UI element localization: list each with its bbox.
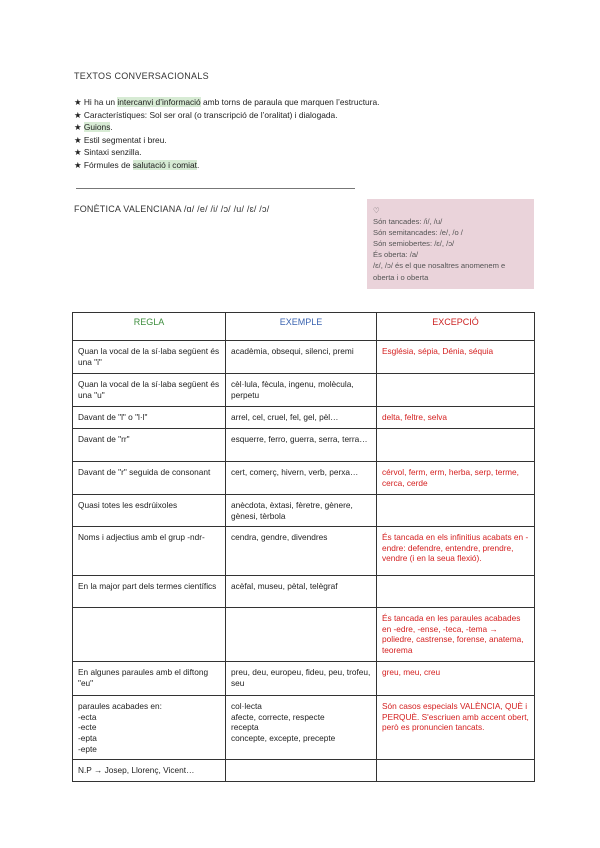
table-row — [73, 608, 535, 662]
rules-table — [72, 312, 535, 782]
bullet-item: ★ Guions. — [74, 122, 113, 133]
cell-excepcio — [377, 429, 535, 462]
table-row — [73, 527, 535, 576]
divider — [76, 188, 355, 189]
table-row — [73, 341, 535, 374]
cell-regla: Davant de "l" o "l·l" — [73, 407, 226, 429]
column-header-exemple: EXEMPLE — [226, 313, 377, 341]
cell-exemple: acadèmia, obsequi, silenci, premi — [226, 341, 377, 374]
cell-exemple: acèfal, museu, pètal, telègraf — [226, 576, 377, 608]
cell-exemple: esquerre, ferro, guerra, serra, terra… — [226, 429, 377, 462]
cell-excepcio: És tancada en les paraules acabades en -edre, -ense, -teca, -tema → poliedre, castrense, forense, anatema, teorema — [377, 608, 535, 662]
section-heading: FONÈTICA VALENCIANA /ɑ/ /e/ /i/ /ɔ/ /u/ /ɛ/ /ɔ/ — [74, 204, 270, 214]
cell-excepcio: greu, meu, creu — [377, 662, 535, 696]
table-row — [73, 576, 535, 608]
cell-regla: Noms i adjectius amb el grup -ndr- — [73, 527, 226, 576]
cell-regla: Quan la vocal de la sí·laba següent és una "i" — [73, 341, 226, 374]
cell-exemple: anècdota, èxtasi, fèretre, gènere, gènesi, tèrbola — [226, 495, 377, 527]
table-row — [73, 429, 535, 462]
table-row — [73, 374, 535, 407]
note-line: És oberta: /a/ — [373, 250, 419, 260]
cell-exemple: cendra, gendre, divendres — [226, 527, 377, 576]
bullet-item: ★ Característiques: Sol ser oral (o transcripció de l’oralitat) i dialogada. — [74, 109, 338, 120]
cell-excepcio: delta, feltre, selva — [377, 407, 535, 429]
column-header-excepcio: EXCEPCIÓ — [377, 313, 535, 341]
column-header-regla: REGLA — [73, 313, 226, 341]
cell-excepcio — [377, 374, 535, 407]
cell-regla: Quan la vocal de la sí·laba següent és una "u" — [73, 374, 226, 407]
cell-exemple: cert, comerç, hivern, verb, perxa… — [226, 462, 377, 495]
cell-regla — [73, 608, 226, 662]
note-line: /ɛ/, /ɔ/ és el que nosaltres anomenem e — [373, 261, 506, 271]
highlight: intercanvi d’informació — [117, 97, 201, 107]
cell-excepcio: Són casos especials VALÈNCIA, QUÈ i PERQUÈ. S'escriuen amb accent obert, però es pronuncien tancats. — [377, 696, 535, 760]
cell-exemple: preu, deu, europeu, fideu, peu, trofeu, seu — [226, 662, 377, 696]
cell-exemple: cèl·lula, fècula, ingenu, molècula, perpetu — [226, 374, 377, 407]
cell-regla: Davant de "r" seguida de consonant — [73, 462, 226, 495]
table-row — [73, 696, 535, 760]
cell-exemple: col·lecta afecte, correcte, respecte recepta concepte, excepte, precepte — [226, 696, 377, 760]
bullet-item: ★ Hi ha un intercanvi d’informació amb torns de paraula que marquen l’estructura. — [74, 97, 380, 107]
cell-excepcio: Església, sépia, Dénia, séquia — [377, 341, 535, 374]
cell-exemple — [226, 608, 377, 662]
table-row — [73, 662, 535, 696]
cell-regla: Quasi totes les esdrúixoles — [73, 495, 226, 527]
cell-exemple: arrel, cel, cruel, fel, gel, pèl… — [226, 407, 377, 429]
bullet-item: ★ Fórmules de salutació i comiat. — [74, 159, 200, 170]
bullet-item: ★ Estil segmentat i breu. — [74, 134, 167, 145]
note-line: Són semitancades: /e/, /o / — [373, 228, 463, 238]
cell-regla: En algunes paraules amb el diftong "eu" — [73, 662, 226, 696]
table-row — [73, 407, 535, 429]
cell-exemple — [226, 760, 377, 782]
cell-regla: N.P → Josep, Llorenç, Vicent… — [73, 760, 226, 782]
page-title: TEXTOS CONVERSACIONALS — [74, 71, 209, 81]
note-line: oberta i o oberta — [373, 272, 429, 282]
bullet-item: ★ Sintaxi senzilla. — [74, 147, 142, 158]
table-row — [73, 462, 535, 495]
table-row — [73, 760, 535, 782]
heart-icon: ♡ — [373, 206, 380, 215]
cell-excepcio — [377, 495, 535, 527]
cell-regla: paraules acabades en: -ecta -ecte -epta -epte — [73, 696, 226, 760]
highlight: Guions — [83, 122, 111, 133]
note-line: Són semiobertes: /ɛ/, /ɔ/ — [373, 239, 455, 249]
cell-excepcio: És tancada en els infinitius acabats en -endre: defendre, entendre, prendre, vendre (i en la seua flexió). — [377, 527, 535, 576]
cell-regla: Davant de "rr" — [73, 429, 226, 462]
cell-excepcio — [377, 576, 535, 608]
highlight: salutació i comiat — [132, 159, 197, 170]
table-header-row — [73, 313, 535, 341]
note-line: Són tancades: /i/, /u/ — [373, 217, 443, 227]
cell-excepcio — [377, 760, 535, 782]
characteristics-list — [74, 96, 379, 172]
cell-regla: En la major part dels termes científics — [73, 576, 226, 608]
table-row — [73, 495, 535, 527]
cell-excepcio: cérvol, ferm, erm, herba, serp, terme, cerca, cerde — [377, 462, 535, 495]
sticky-note — [367, 199, 534, 289]
